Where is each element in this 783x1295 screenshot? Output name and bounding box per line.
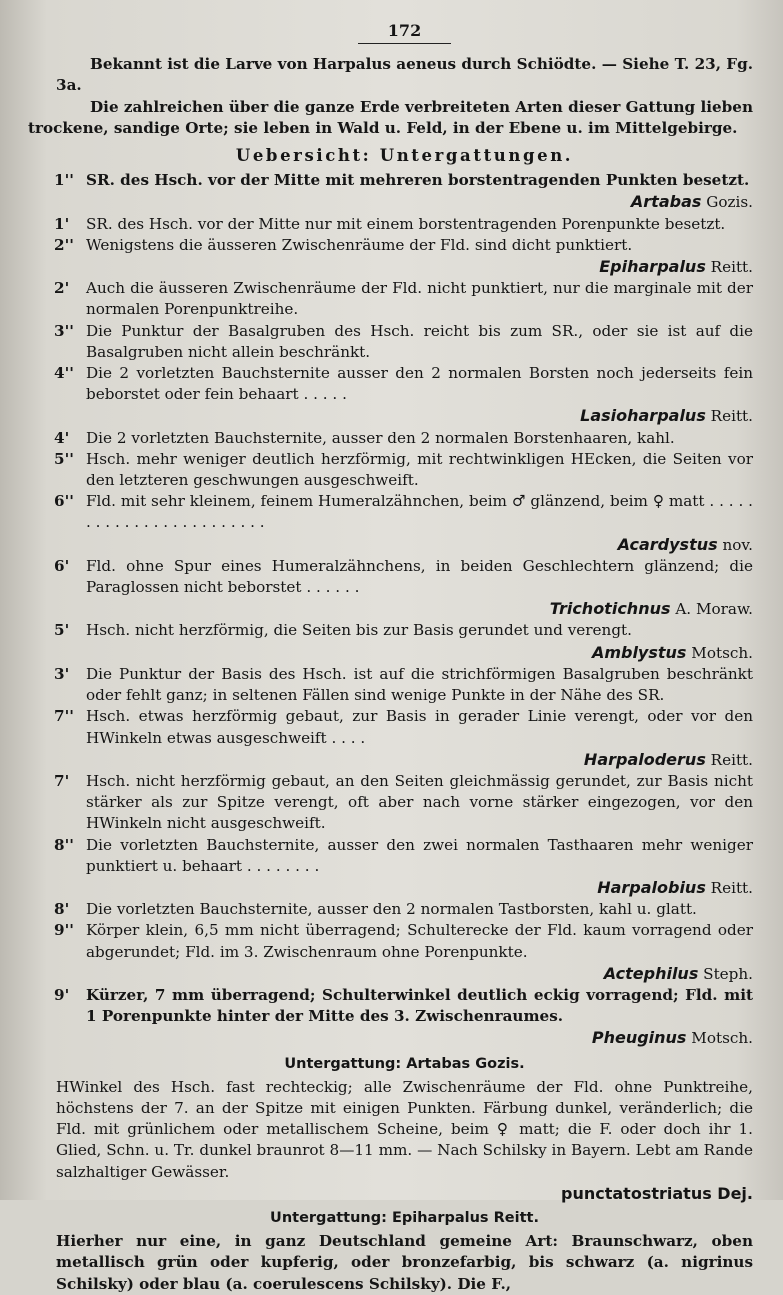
section-title-artabas: Untergattung: Artabas Gozis. (284, 1055, 525, 1072)
genus-name: Pheuginus (591, 1028, 687, 1048)
genus-author: Gozis. (706, 193, 753, 212)
key-number: 3' (54, 664, 70, 683)
genus-name: Artabas (630, 192, 702, 212)
intro-line-3: trockene, sandige Orte; sie leben in Wald u. Feld, in der Ebene u. im Mittelgebirge. (28, 118, 738, 137)
key-entry (56, 449, 753, 491)
key-text: Hsch. mehr weniger deutlich herzförmig, mit rechtwinkligen HEcken, die Seiten vor den letzteren geschwungen ausgeschweift. (86, 449, 753, 490)
key-text: SR. des Hsch. vor der Mitte nur mit einem borstentragenden Porenpunkte besetzt. (86, 214, 726, 233)
page-number: 172 (56, 20, 753, 44)
key-entry (56, 899, 753, 920)
key-text: Die Punktur der Basalgruben des Hsch. reicht bis zum SR., oder sie ist auf die Basalgruben nicht allein beschränkt. (86, 321, 753, 361)
species-name: punctatostriatus Dej. (561, 1183, 753, 1203)
key-text: Kürzer, 7 mm überragend; Schulterwinkel deutlich eckig vorragend; Fld. mit 1 Porenpunkte hinter der Mitte des 3. Zwischenraumes. (86, 985, 753, 1026)
key-number: 1'' (54, 171, 74, 190)
intro-line-2: Die zahlreichen über die ganze Erde verbreiteten Arten dieser Gattung lieben (90, 97, 753, 116)
key-entry (56, 835, 753, 900)
genus-name: Acardystus (617, 534, 718, 554)
section-text-epiharpalus: Hierher nur eine, in ganz Deutschland gemeine Art: Braunschwarz, oben metallisch grün oder kupferig, oder bronzefarbig, bis schwarz (a. nigrinus Schilsky) oder blau (a. coerulescens Schilsky). Die F., (56, 1232, 753, 1293)
overview-heading: Uebersicht: Untergattungen. (235, 146, 574, 166)
key-text: Auch die äusseren Zwischenräume der Fld. nicht punktiert, nur die marginale mit der normalen Porenpunktreihe. (86, 279, 753, 319)
key-text: Die vorletzten Bauchsternite, ausser den zwei normalen Tasthaaren mehr weniger punktiert u. behaart . . . . . . . . (86, 835, 753, 875)
genus-name: Amblystus (591, 642, 687, 662)
key-number: 5'' (54, 449, 74, 468)
genus-name: Harpalobius (597, 877, 706, 897)
genus-author: Reitt. (710, 407, 753, 426)
key-entry (56, 985, 753, 1050)
key-number: 2' (54, 279, 70, 298)
key-text: Die Punktur der Basis des Hsch. ist auf die strichförmigen Basalgruben beschränkt oder fehlt ganz; in seltenen Fällen sind wenige Punkte in der Nähe des SR. (86, 664, 753, 705)
key-text: SR. des Hsch. vor der Mitte mit mehreren borstentragenden Punkten besetzt. (86, 171, 750, 190)
genus-label (86, 256, 753, 278)
genus-label (86, 598, 753, 620)
key-entry (56, 920, 753, 985)
key-number: 9' (54, 985, 70, 1004)
key-number: 7'' (54, 707, 74, 726)
key-text: Fld. mit sehr kleinem, feinem Humeralzähnchen, beim ♂ glänzend, beim ♀ matt . . . . . . . . . . . . . . . . . . . . . . . . (86, 492, 753, 532)
genus-label (86, 877, 753, 899)
key-number: 4'' (54, 364, 74, 383)
key-number: 2'' (54, 235, 74, 254)
key-entry (56, 428, 753, 449)
genus-author: Motsch. (691, 1029, 753, 1048)
key-text: Die 2 vorletzten Bauchsternite ausser den 2 normalen Borsten noch jederseits fein beborstet oder fein behaart . . . . . (86, 364, 753, 404)
key-text: Hsch. etwas herzförmig gebaut, zur Basis in gerader Linie verengt, oder vor den HWinkeln etwas ausgeschweift . . . . (86, 707, 753, 747)
genus-author: Reitt. (710, 878, 753, 897)
genus-name: Trichotichnus (549, 599, 671, 619)
genus-label (86, 963, 753, 985)
key-number: 6' (54, 556, 70, 575)
key-text: Die 2 vorletzten Bauchsternite, ausser den 2 normalen Borstenhaaren, kahl. (86, 428, 675, 447)
genus-author: Reitt. (710, 750, 753, 769)
key-entry (56, 706, 753, 771)
genus-author: nov. (722, 535, 753, 554)
genus-label (86, 749, 753, 771)
key-entry (56, 771, 753, 835)
key-entry (56, 278, 753, 320)
key-number: 6'' (54, 492, 74, 511)
key-entry (56, 491, 753, 556)
key-number: 9'' (54, 921, 74, 940)
key-number: 8' (54, 900, 70, 919)
key-number: 1' (54, 214, 70, 233)
key-entry (56, 214, 753, 235)
key-number: 4' (54, 428, 70, 447)
key-entry (56, 620, 753, 663)
key-entry (56, 170, 753, 213)
genus-author: Steph. (703, 964, 753, 983)
key-entry (56, 556, 753, 621)
key-entry (56, 235, 753, 278)
genus-author: A. Moraw. (675, 600, 753, 619)
key-entry (56, 363, 753, 428)
genus-author: Reitt. (710, 258, 753, 277)
key-text: Wenigstens die äusseren Zwischenräume der Fld. sind dicht punktiert. (86, 235, 633, 254)
key-number: 3'' (54, 321, 74, 340)
genus-label (86, 191, 753, 213)
intro-line-1: Bekannt ist die Larve von Harpalus aeneus durch Schiödte. — Siehe T. 23, Fg. 3a. (56, 55, 753, 95)
key-entry (56, 664, 753, 706)
genus-author: Motsch. (691, 643, 753, 662)
section-title-epiharpalus: Untergattung: Epiharpalus Reitt. (270, 1209, 539, 1226)
key-text: Fld. ohne Spur eines Humeralzähnchens, in beiden Geschlechtern glänzend; die Paraglossen nicht beborstet . . . . . . (86, 556, 753, 597)
key-text: Hsch. nicht herzförmig, die Seiten bis zur Basis gerundet und verengt. (86, 621, 632, 640)
key-number: 5' (54, 621, 70, 640)
key-text: Die vorletzten Bauchsternite, ausser den 2 normalen Tastborsten, kahl u. glatt. (86, 900, 697, 919)
key-list (56, 170, 753, 1049)
intro-block (28, 54, 753, 139)
genus-label (86, 642, 753, 664)
genus-name: Lasioharpalus (580, 406, 706, 426)
key-text: Körper klein, 6,5 mm nicht überragend; Schulterecke der Fld. kaum vorragend oder abgerundet; Fld. im 3. Zwischenraum ohne Porenpunkte. (86, 921, 753, 961)
key-entry (56, 321, 753, 363)
key-number: 8'' (54, 835, 74, 854)
genus-label (86, 405, 753, 427)
genus-label (86, 1027, 753, 1049)
genus-name: Epiharpalus (599, 257, 706, 277)
genus-name: Actephilus (603, 963, 699, 983)
genus-name: Harpaloderus (583, 749, 706, 769)
key-number: 7' (54, 771, 70, 790)
genus-label (86, 534, 753, 556)
key-text: Hsch. nicht herzförmig gebaut, an den Seiten gleichmässig gerundet, zur Basis nicht stärker als zur Spitze verengt, oft aber nach vorne stärker eingezogen, vor den HWinkeln nicht ausgeschweift. (86, 771, 753, 833)
section-text-artabas: HWinkel des Hsch. fast rechteckig; alle Zwischenräume der Fld. ohne Punktreihe, höchstens der 7. an der Spitze mit einigen Punkten. Färbung dunkel, veränderlich; die Fld. mit grünlichem oder metallischem Scheine, beim ♀ matt; die F. oder doch ihr 1. Glied, Schn. u. Tr. dunkel braunrot 8—11 mm. — Nach Schilsky in Bayern. Lebt am Rande salzhaltiger Gewässer. (56, 1077, 753, 1181)
